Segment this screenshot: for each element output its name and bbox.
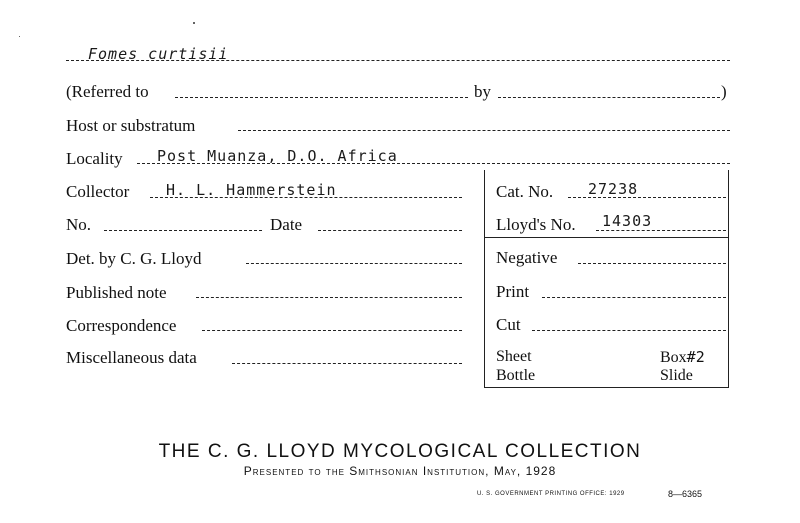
sheet-label: Sheet xyxy=(496,348,532,365)
referred-to-label: (Referred to xyxy=(66,82,149,101)
locality-value: Post Muanza, D.O. Africa xyxy=(157,147,398,165)
by-line xyxy=(498,97,720,98)
slide-label: Slide xyxy=(660,367,693,384)
printer-imprint: U. S. GOVERNMENT PRINTING OFFICE: 1929 xyxy=(477,491,625,497)
negative-label: Negative xyxy=(496,248,558,267)
collection-title: THE C. G. LLOYD MYCOLOGICAL COLLECTION xyxy=(158,441,642,462)
misc-data-line xyxy=(232,363,462,364)
locality-label: Locality xyxy=(66,149,123,168)
bottle-label: Bottle xyxy=(496,367,536,384)
print-label: Print xyxy=(496,282,530,301)
species-name: Fomes curtisii xyxy=(88,45,229,63)
published-note-label: Published note xyxy=(66,283,167,302)
box-right-border xyxy=(728,170,729,388)
lloyds-no-label: Lloyd's No. xyxy=(496,215,576,234)
dust-speck xyxy=(19,36,20,37)
cat-no-value: 27238 xyxy=(588,180,639,198)
box-value: #2 xyxy=(686,348,705,366)
date-label: Date xyxy=(270,215,303,234)
form-number: 8—6365 xyxy=(668,489,703,499)
referred-to-line xyxy=(175,97,468,98)
collection-subtitle: Presented to the Smithsonian Institution, May, 1928 xyxy=(243,464,557,478)
misc-data-label: Miscellaneous data xyxy=(66,348,197,367)
box-divider xyxy=(484,237,729,238)
collector-value: H. L. Hammerstein xyxy=(166,181,337,199)
box-label xyxy=(660,348,705,367)
cat-no-label: Cat. No. xyxy=(496,182,554,201)
date-line xyxy=(318,230,462,231)
correspondence-line xyxy=(202,330,462,331)
correspondence-label: Correspondence xyxy=(66,316,177,335)
lloyds-no-line xyxy=(596,230,726,231)
lloyds-no-value: 14303 xyxy=(602,212,653,230)
print-line xyxy=(542,297,726,298)
collector-label: Collector xyxy=(66,182,130,201)
cut-line xyxy=(532,330,726,331)
det-by-label: Det. by C. G. Lloyd xyxy=(66,249,202,268)
host-label: Host or substratum xyxy=(66,116,196,135)
close-paren: ) xyxy=(721,82,727,101)
box-bottom-border xyxy=(484,387,729,388)
host-line xyxy=(238,130,730,131)
box-left-border xyxy=(484,170,485,388)
published-note-line xyxy=(196,297,462,298)
det-by-line xyxy=(246,263,462,264)
dust-speck xyxy=(193,22,195,24)
box-label-text: Box xyxy=(660,349,687,366)
no-label: No. xyxy=(66,215,92,234)
cut-label: Cut xyxy=(496,315,521,334)
no-line xyxy=(104,230,262,231)
by-label: by xyxy=(474,82,491,101)
negative-line xyxy=(578,263,726,264)
